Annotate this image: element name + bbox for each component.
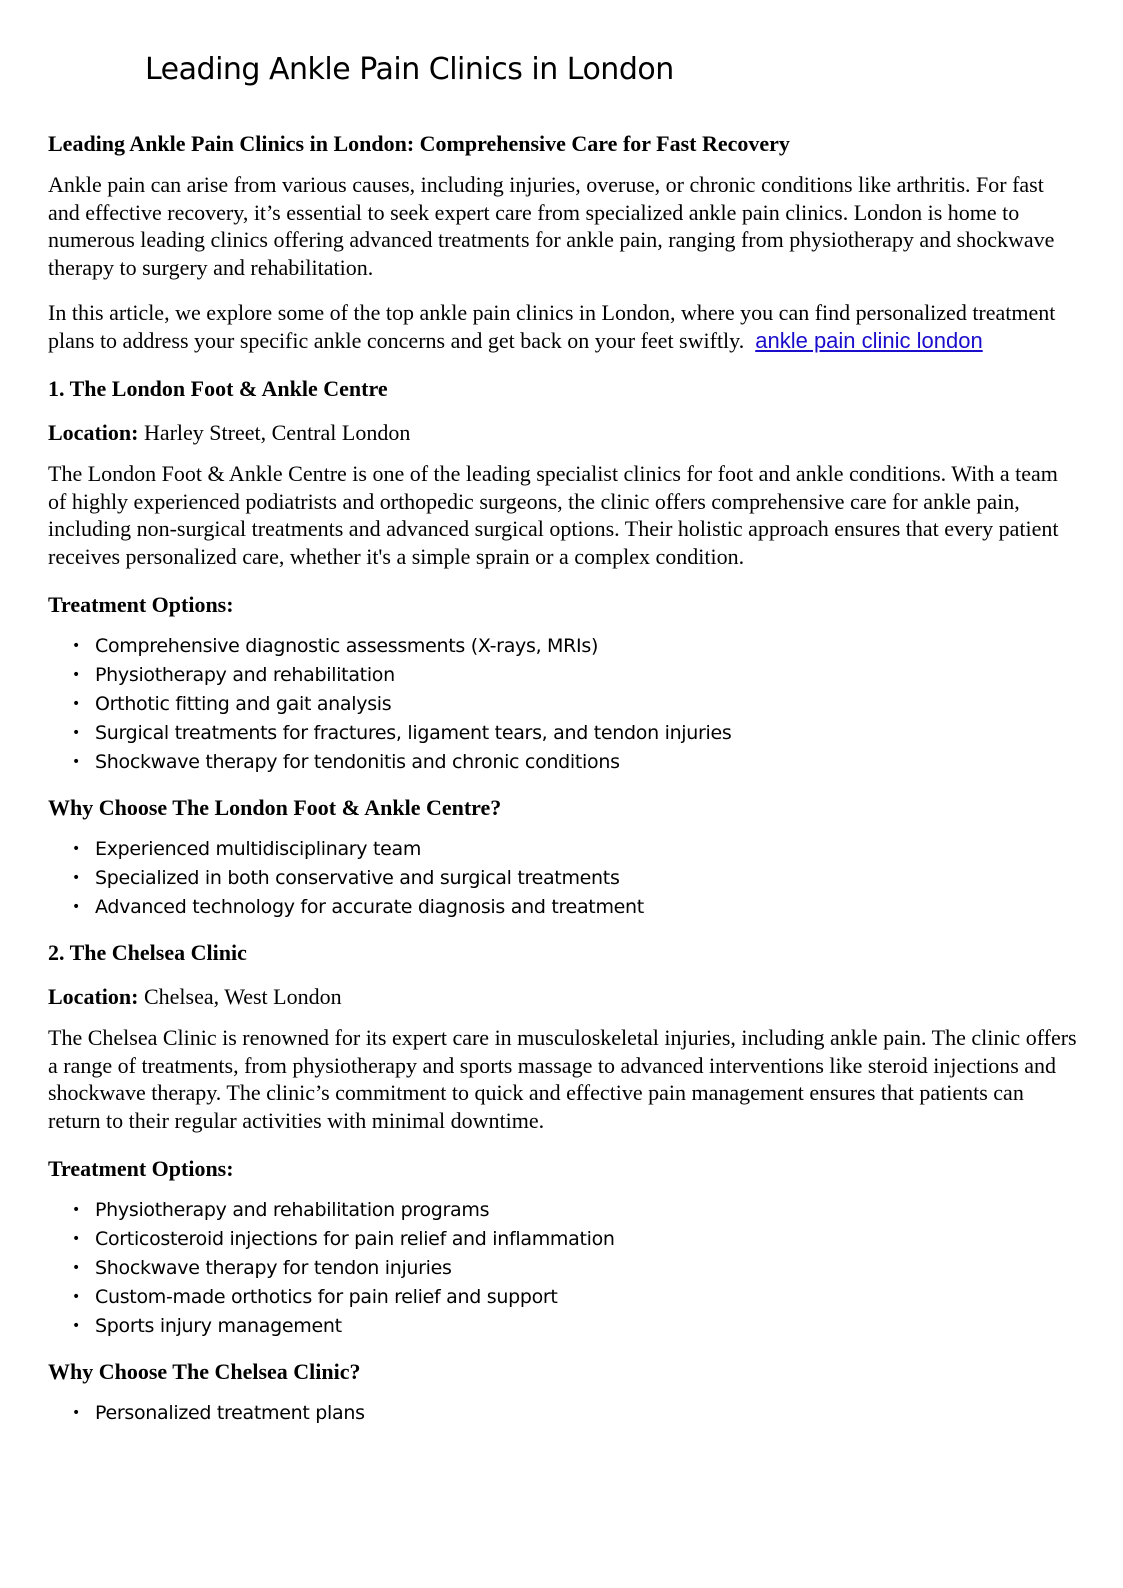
list-item-text: Shockwave therapy for tendonitis and chronic conditions	[95, 751, 620, 773]
clinic-1-why-list	[48, 835, 1078, 922]
list-item-text: Experienced multidisciplinary team	[95, 838, 422, 860]
list-item-text: Physiotherapy and rehabilitation	[95, 664, 395, 686]
bullet-icon: •	[72, 870, 80, 886]
bullet-icon: •	[72, 754, 80, 770]
list-item	[48, 690, 1078, 719]
clinic-1-treatment-heading: Treatment Options:	[48, 592, 234, 617]
list-item-text: Physiotherapy and rehabilitation programs	[95, 1199, 490, 1221]
bullet-icon: •	[72, 725, 80, 741]
clinic-2-why-list	[48, 1399, 1078, 1428]
bullet-icon: •	[72, 899, 80, 915]
bullet-icon: •	[72, 667, 80, 683]
list-item-text: Comprehensive diagnostic assessments (X-rays, MRIs)	[95, 635, 599, 657]
clinic-1-treatment-list	[48, 632, 1078, 777]
clinic-1-description: The London Foot & Ankle Centre is one of the leading specialist clinics for foot and ankle conditions. With a team of highly experienced podiatrists and orthopedic surgeons, the clinic offers comprehensive care for ankle pain, including non-surgical treatments and advanced surgical options. Their holistic approach ensures that every patient receives personalized care, whether it's a simple sprain or a complex condition.	[48, 461, 1059, 569]
intro-paragraph-2-text: In this article, we explore some of the top ankle pain clinics in London, where you can find personalized treatment plans to address your specific ankle concerns and get back on your feet swiftly.	[48, 300, 1056, 353]
bullet-icon: •	[72, 1260, 80, 1276]
list-item-text: Specialized in both conservative and surgical treatments	[95, 867, 620, 889]
list-item	[48, 748, 1078, 777]
ankle-pain-clinic-link[interactable]: ankle pain clinic london	[755, 327, 983, 353]
list-item	[48, 661, 1078, 690]
intro-paragraph-1: Ankle pain can arise from various causes, including injuries, overuse, or chronic conditions like arthritis. For fast and effective recovery, it’s essential to seek expert care from specialized ankle pain clinics. London is home to numerous leading clinics offering advanced treatments for ankle pain, ranging from physiotherapy and shockwave therapy to surgery and rehabilitation.	[48, 172, 1055, 280]
list-item-text: Corticosteroid injections for pain relief and inflammation	[95, 1228, 615, 1250]
list-item-text: Orthotic fitting and gait analysis	[95, 693, 392, 715]
list-item	[48, 1312, 1078, 1341]
bullet-icon: •	[72, 1202, 80, 1218]
list-item	[48, 1254, 1078, 1283]
list-item-text: Personalized treatment plans	[95, 1402, 365, 1424]
bullet-icon: •	[72, 841, 80, 857]
article-body	[48, 127, 1078, 1442]
intro-paragraph-2	[48, 299, 1078, 354]
bullet-icon: •	[72, 1289, 80, 1305]
bullet-icon: •	[72, 1405, 80, 1421]
clinic-1-why-heading: Why Choose The London Foot & Ankle Centre?	[48, 795, 502, 820]
list-item	[48, 1196, 1078, 1225]
clinic-2-treatment-heading: Treatment Options:	[48, 1156, 234, 1181]
list-item	[48, 1283, 1078, 1312]
list-item-text: Sports injury management	[95, 1315, 342, 1337]
bullet-icon: •	[72, 696, 80, 712]
clinic-2-location-label: Location:	[48, 984, 139, 1009]
list-item-text: Shockwave therapy for tendon injuries	[95, 1257, 452, 1279]
list-item-text: Surgical treatments for fractures, ligament tears, and tendon injuries	[95, 722, 732, 744]
list-item-text: Advanced technology for accurate diagnosis and treatment	[95, 896, 644, 918]
clinic-2-description: The Chelsea Clinic is renowned for its expert care in musculoskeletal injuries, including ankle pain. The clinic offers a range of treatments, from physiotherapy and sports massage to advanced interventions like steroid injections and shockwave therapy. The clinic’s commitment to quick and effective pain management ensures that patients can return to their regular activities with minimal downtime.	[48, 1025, 1077, 1133]
clinic-1-location-value: Harley Street, Central London	[138, 420, 411, 445]
clinic-2-why-heading: Why Choose The Chelsea Clinic?	[48, 1359, 361, 1384]
document-title: Leading Ankle Pain Clinics in London	[145, 52, 674, 87]
list-item	[48, 864, 1078, 893]
clinic-1-location	[48, 416, 1078, 450]
list-item	[48, 893, 1078, 922]
clinic-2-treatment-list	[48, 1196, 1078, 1341]
clinic-1-heading: 1. The London Foot & Ankle Centre	[48, 376, 388, 401]
clinic-2-location-value: Chelsea, West London	[138, 984, 342, 1009]
clinic-1-location-label: Location:	[48, 420, 139, 445]
bullet-icon: •	[72, 1318, 80, 1334]
list-item	[48, 1399, 1078, 1428]
bullet-icon: •	[72, 1231, 80, 1247]
clinic-2-heading: 2. The Chelsea Clinic	[48, 940, 247, 965]
list-item	[48, 835, 1078, 864]
list-item	[48, 632, 1078, 661]
list-item-text: Custom-made orthotics for pain relief and support	[95, 1286, 558, 1308]
article-heading: Leading Ankle Pain Clinics in London: Comprehensive Care for Fast Recovery	[48, 131, 790, 156]
list-item	[48, 1225, 1078, 1254]
bullet-icon: •	[72, 638, 80, 654]
list-item	[48, 719, 1078, 748]
clinic-2-location	[48, 980, 1078, 1014]
